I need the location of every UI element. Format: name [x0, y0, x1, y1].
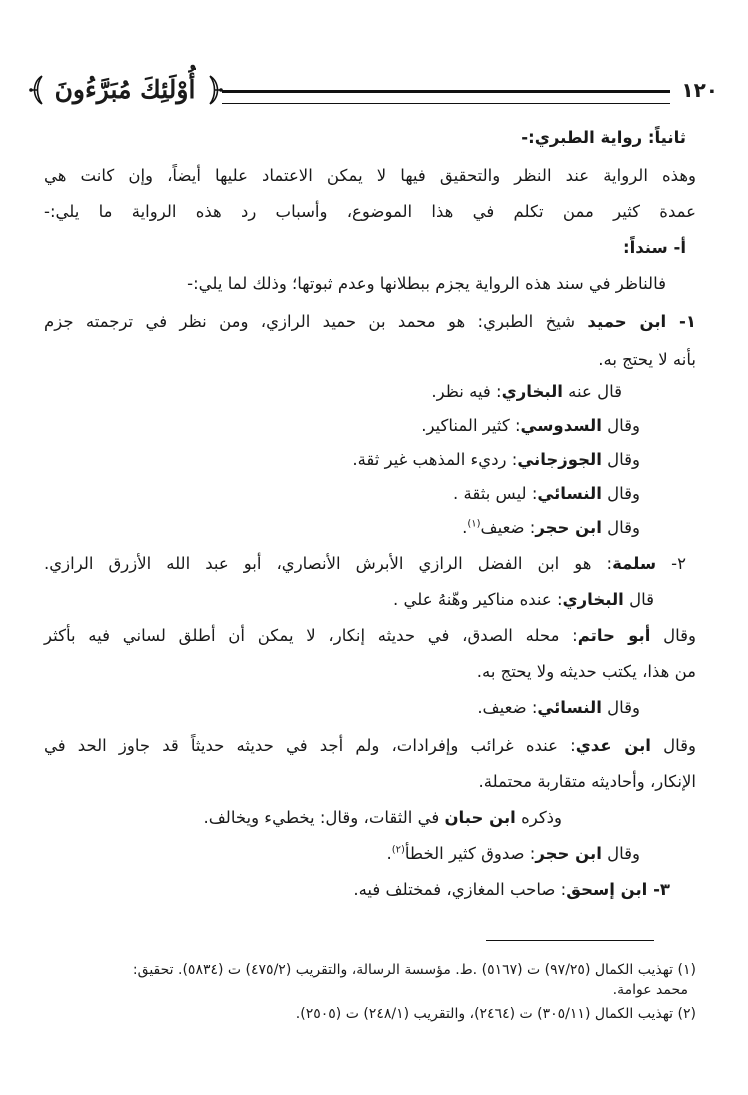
ornament-right-icon: [204, 74, 224, 106]
bold-text: ابن حبان: [444, 808, 516, 827]
text-line: [44, 626, 696, 645]
text-run: : عنده مناكير وهّنهُ علي .: [393, 590, 563, 609]
bold-text: أ- سنداً:: [623, 238, 686, 257]
text-run: بأنه لا يحتج به.: [598, 350, 696, 369]
text-run: وقال: [650, 736, 696, 755]
text-run: وقال: [601, 450, 640, 469]
text-line: [479, 772, 696, 791]
bold-text: البخاري: [562, 590, 624, 609]
bold-text: النسائي: [537, 484, 602, 503]
page-header: [28, 70, 718, 120]
bold-text: ١- ابن حميد: [587, 312, 696, 331]
text-run: فالناظر في سند هذه الرواية يجزم ببطلانها وعدم ثبوتها؛ وذلك لما يلي:-: [187, 274, 666, 293]
footnote-2: (٢) تهذيب الكمال (٣٠٥/١١) ت (٢٤٦٤)، والتقريب (٢٤٨/١) ت (٢٥٠٥).: [295, 1006, 696, 1022]
text-line: [393, 590, 654, 609]
text-line: [352, 450, 640, 469]
text-run: : ضعيف: [480, 518, 536, 537]
text-run: الإنكار، وأحاديثه متقاربة محتملة.: [478, 772, 696, 791]
text-line: [44, 202, 696, 221]
bold-text: ابن حجر: [535, 518, 602, 537]
text-run: .: [462, 518, 468, 537]
page-number: ١٢٠: [681, 78, 718, 102]
text-run: وقال: [601, 844, 640, 863]
text-run: : صاحب المغازي، فمختلف فيه.: [353, 880, 567, 899]
text-line: [477, 698, 640, 717]
text-line: [598, 350, 696, 369]
text-line: [187, 274, 666, 293]
text-run: .: [386, 844, 392, 863]
text-line: [453, 484, 640, 503]
ornament-left-icon: [28, 74, 48, 106]
footnote-1-continued: محمد عوامة.: [612, 982, 688, 998]
bold-text: سلمة: [612, 554, 657, 573]
text-run: وقال: [650, 626, 697, 645]
bold-text: السدوسي: [520, 416, 602, 435]
text-run: ٢-: [656, 554, 687, 573]
book-title: أُوْلَئِكَ مُبَرَّءُونَ: [54, 75, 196, 104]
text-run: : عنده غرائب وإفرادات، ولم أجد في حديثه حديثاً قد جاوز الحد في: [44, 736, 576, 755]
text-run: وهذه الرواية عند النظر والتحقيق فيها لا يمكن الاعتماد عليها أيضاً، وإن كانت هي: [44, 166, 696, 185]
text-line: [521, 128, 686, 147]
bold-text: النسائي: [537, 698, 602, 717]
text-line: [462, 518, 640, 537]
text-run: قال عنه: [562, 382, 622, 401]
text-run: : هو ابن الفضل الرازي الأبرش الأنصاري، أبو عبد الله الأزرق الرازي.: [44, 554, 613, 573]
text-line: [477, 662, 696, 681]
text-line: [44, 736, 696, 755]
text-run: : رديء المذهب غير ثقة.: [352, 450, 518, 469]
text-run: : كثير المناكير.: [421, 416, 521, 435]
text-run: : فيه نظر.: [431, 382, 502, 401]
text-run: وقال: [601, 416, 640, 435]
text-run: وقال: [601, 484, 640, 503]
text-run: : محله الصدق، في حديثه إنكار، لا يمكن أن أطلق لساني فيه بأكثر: [44, 626, 578, 645]
text-line: [353, 880, 670, 899]
footnote-ref: (٢): [391, 844, 405, 856]
text-run: : ضعيف.: [477, 698, 538, 717]
text-line: [44, 554, 686, 573]
text-run: وقال: [601, 518, 640, 537]
text-line: [203, 808, 562, 827]
text-run: : صدوق كثير الخطأ: [404, 844, 536, 863]
text-run: في الثقات، وقال: يخطيء ويخالف.: [203, 808, 445, 827]
bold-text: ثانياً: رواية الطبري:-: [521, 128, 686, 147]
footnote-rule: [486, 940, 654, 941]
bold-text: ابن حجر: [535, 844, 602, 863]
bold-text: الجوزجاني: [517, 450, 602, 469]
text-line: [421, 416, 640, 435]
text-line: [386, 844, 640, 863]
text-line: [44, 166, 696, 185]
bold-text: ٣- ابن إسحق: [566, 880, 670, 899]
header-rule: [222, 90, 670, 104]
text-run: عمدة كثير ممن تكلم في هذا الموضوع، وأسباب رد هذه الرواية ما يلي:-: [44, 202, 696, 221]
text-run: وذكره: [515, 808, 562, 827]
text-line: [623, 238, 686, 257]
footnote-1: (١) تهذيب الكمال (٩٧/٢٥) ت (٥١٦٧) .ط. مؤسسة الرسالة، والتقريب (٤٧٥/٢) ت (٥٨٣٤). تحقيق:: [132, 962, 696, 978]
bold-text: ابن عدي: [575, 736, 651, 755]
text-run: شيخ الطبري: هو محمد بن حميد الرازي، ومن نظر في ترجمته جزم: [44, 312, 588, 331]
text-line: [431, 382, 622, 401]
footnote-ref: (١): [467, 518, 481, 530]
text-run: قال: [623, 590, 654, 609]
bold-text: أبو حاتم: [577, 626, 651, 645]
text-run: من هذا، يكتب حديثه ولا يحتج به.: [476, 662, 696, 681]
text-run: : ليس بثقة .: [453, 484, 538, 503]
text-line: [44, 312, 696, 331]
bold-text: البخاري: [501, 382, 563, 401]
text-run: وقال: [601, 698, 640, 717]
